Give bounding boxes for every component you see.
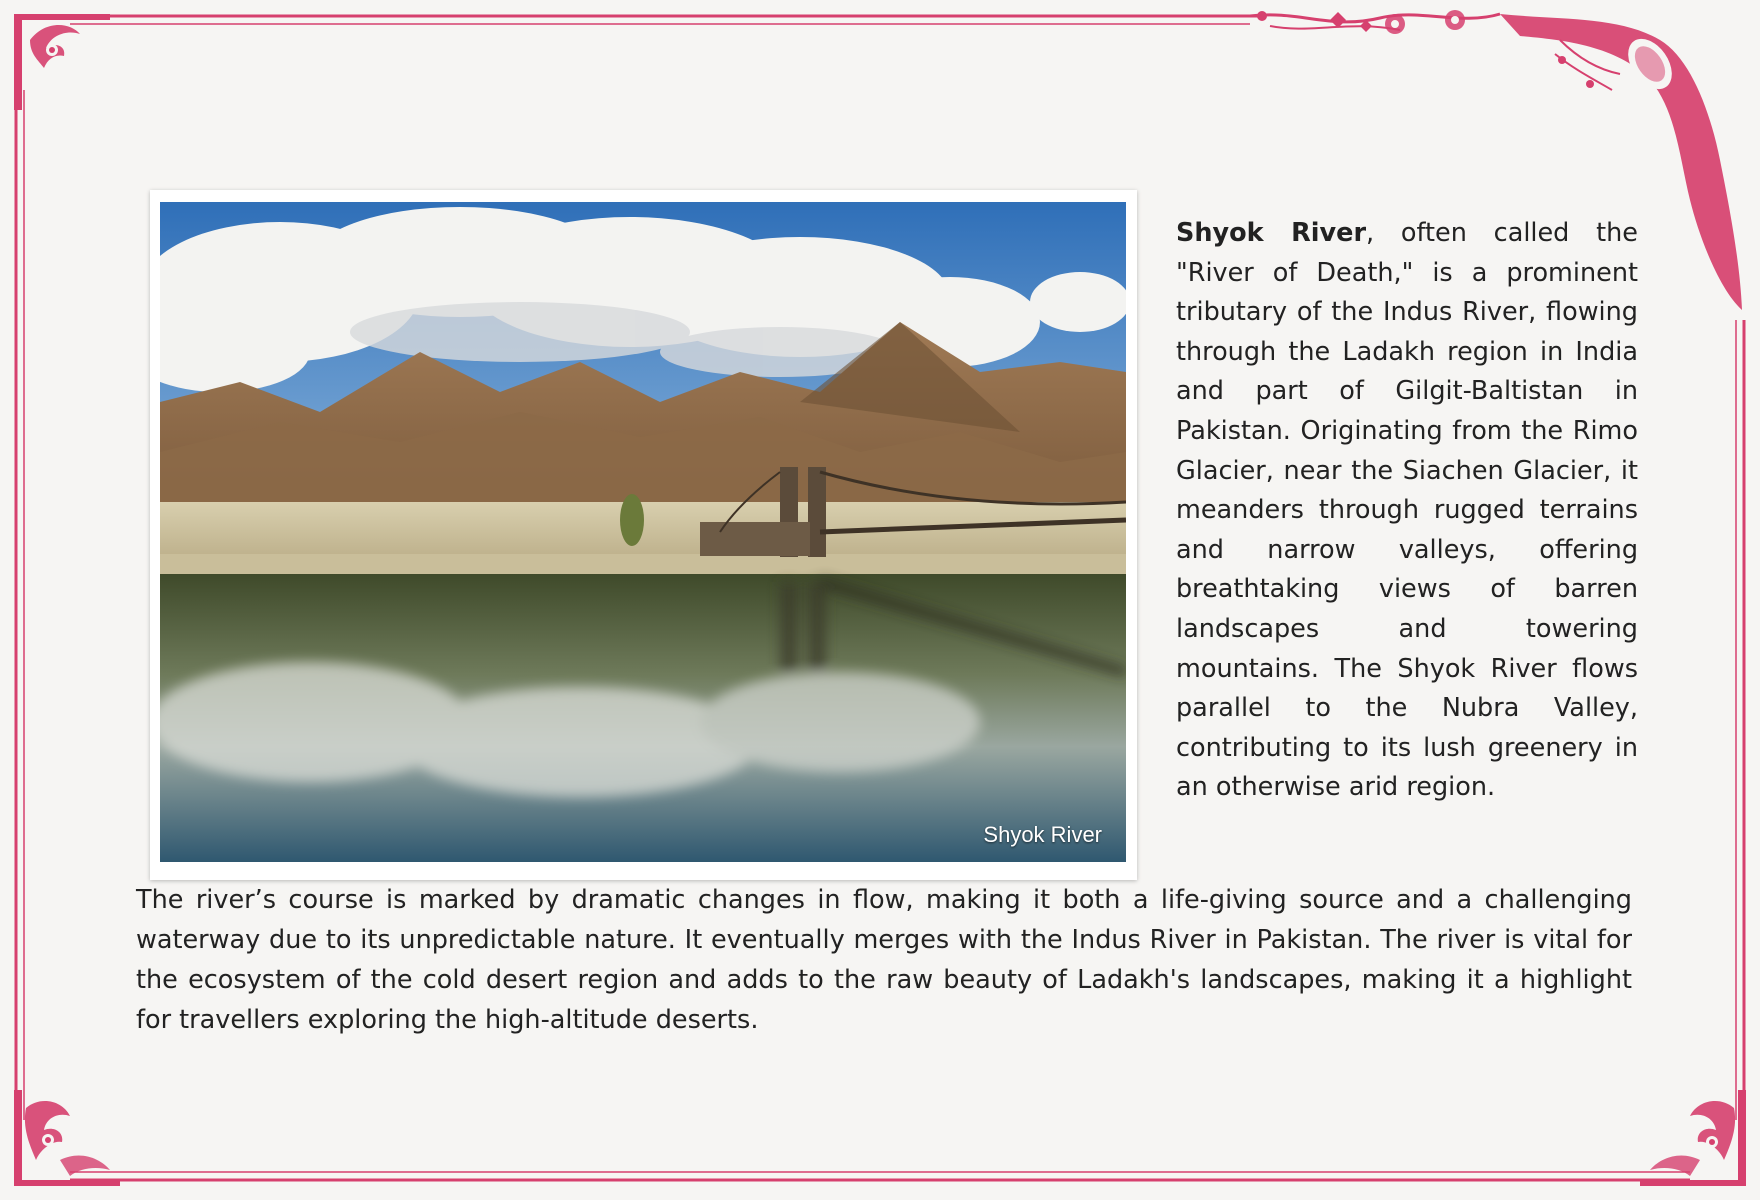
photo-caption: Shyok River xyxy=(983,822,1102,847)
floral-corner-icon xyxy=(14,14,110,110)
intro-paragraph-text: , often called the "River of Death," is a prominent tributary of the Indus River, flowing through the Ladakh region in India and part of Gilgit-Baltistan in Pakistan. Originating from the Rimo Glacier, near the Siachen Glacier, it meanders through rugged terrains and narrow valleys, offering breathtaking views of barren landscapes and towering mountains. The Shyok River flows parallel to the Nubra Valley, contributing to its lush greenery in an otherwise arid region. xyxy=(1176,218,1638,803)
intro-paragraph xyxy=(1176,214,1638,808)
river-name-bold: Shyok River xyxy=(1176,218,1367,248)
landscape-photo xyxy=(160,202,1126,862)
postcard xyxy=(150,190,1137,880)
body-paragraph: The river’s course is marked by dramatic changes in flow, making it both a life-giving source and a challenging waterway due to its unpredictable nature. It eventually merges with the Indus River in Pakistan. The river is vital for the ecosystem of the cold desert region and adds to the raw beauty of Ladakh's landscapes, making it a highlight for travellers exploring the high-altitude deserts. xyxy=(136,885,1632,1035)
shyok-river-landscape-illustration xyxy=(160,202,1126,862)
